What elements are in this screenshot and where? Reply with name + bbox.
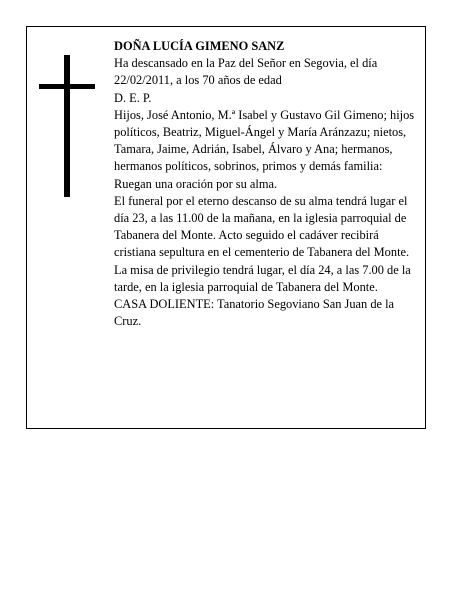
family-list: Hijos, José Antonio, M.ª Isabel y Gustavo Gil Gimeno; hijos políticos, Beatriz, Miguel-Ángel y María Aránzazu; nietos, Tamara, Jaime, Adrián, Isabel, Álvaro y Ana; hermanos, hermanos políticos, sobrinos, primos y demás familia:	[114, 107, 415, 174]
mass-details: La misa de privilegio tendrá lugar, el día 24, a las 7.00 de la tarde, en la iglesia parroquial de Tabanera del Monte.	[114, 262, 411, 294]
cross-icon	[39, 55, 95, 197]
death-announcement: Ha descansado en la Paz del Señor en Segovia, el día 22/02/2011, a los 70 años de edad	[114, 56, 378, 88]
prayer-request: Ruegan una oración por su alma.	[114, 176, 278, 191]
funeral-home: CASA DOLIENTE: Tanatorio Segoviano San Juan de la Cruz.	[114, 297, 395, 329]
obituary-notice	[26, 26, 426, 429]
notice-body	[114, 38, 419, 330]
funeral-details: El funeral por el eterno descanso de su alma tendrá lugar el día 23, a las 11.00 de la mañana, en la iglesia parroquial de Tabanera del Monte. Acto seguido el cadáver recibirá cristiana sepultura en el cementerio de Tabanera del Monte.	[114, 193, 410, 260]
rip-line: D. E. P.	[114, 90, 152, 105]
deceased-name: DOÑA LUCÍA GIMENO SANZ	[114, 39, 285, 53]
